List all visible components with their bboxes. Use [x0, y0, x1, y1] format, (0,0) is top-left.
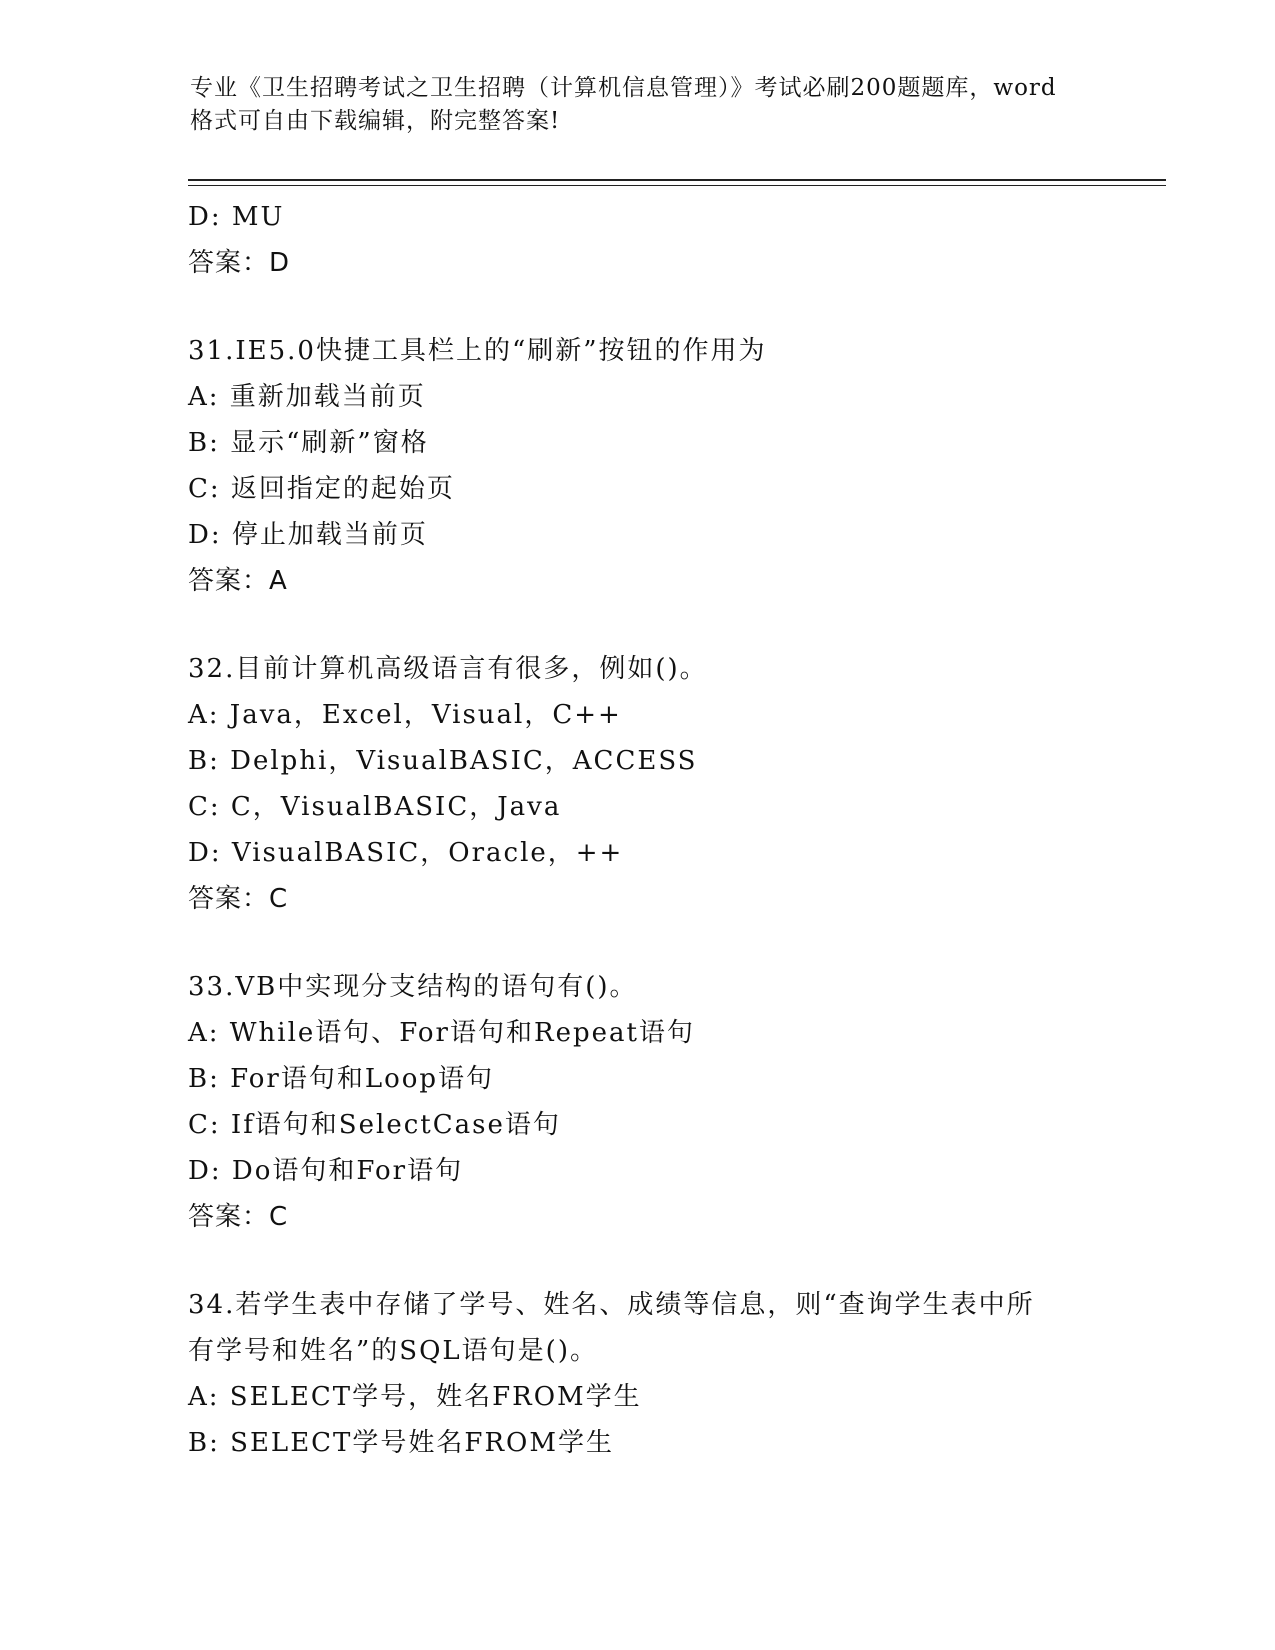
question-33: [188, 964, 1088, 1240]
question-title: 33.VB中实现分支结构的语句有()。: [188, 972, 638, 1002]
header-rule-thick: [188, 179, 1166, 181]
question-title-line-1: 34.若学生表中存储了学号、姓名、成绩等信息，则“查询学生表中所: [188, 1290, 1035, 1320]
question-34: [188, 1282, 1088, 1466]
question-32: [188, 646, 1088, 922]
answer-label: 答案：A: [188, 566, 288, 596]
option-c: C: C，VisualBASIC，Java: [188, 792, 562, 822]
answer-label: 答案：C: [188, 1202, 289, 1232]
option-c: C: If语句和SelectCase语句: [188, 1110, 561, 1140]
question-list: [188, 194, 1088, 1466]
option-a: A: SELECT学号，姓名FROM学生: [188, 1382, 642, 1412]
option-d: D: MU: [188, 202, 285, 232]
option-d: D: 停止加载当前页: [188, 520, 428, 550]
option-c: C: 返回指定的起始页: [188, 474, 455, 504]
option-d: D: VisualBASIC，Oracle，++: [188, 838, 624, 868]
question-title: 31.IE5.0快捷工具栏上的“刷新”按钮的作用为: [188, 336, 767, 366]
header-line-2: 格式可自由下载编辑，附完整答案!: [190, 108, 561, 134]
answer-label: 答案：C: [188, 884, 289, 914]
answer-label: 答案：D: [188, 248, 291, 278]
option-d: D: Do语句和For语句: [188, 1156, 464, 1186]
option-b: B: 显示“刷新”窗格: [188, 428, 429, 458]
option-b: B: For语句和Loop语句: [188, 1064, 495, 1094]
document-header: [190, 72, 1090, 138]
question-title-line-2: 有学号和姓名”的SQL语句是()。: [188, 1336, 598, 1366]
option-b: B: Delphi，VisualBASIC，ACCESS: [188, 746, 698, 776]
option-b: B: SELECT学号姓名FROM学生: [188, 1428, 614, 1458]
header-line-1: 专业《卫生招聘考试之卫生招聘（计算机信息管理）》考试必刷200题题库，word: [190, 75, 1057, 101]
header-rule-thin: [188, 185, 1166, 186]
option-a: A: Java，Excel，Visual，C++: [188, 700, 622, 730]
option-a: A: While语句、For语句和Repeat语句: [188, 1018, 695, 1048]
question-title: 32.目前计算机高级语言有很多，例如()。: [188, 654, 708, 684]
option-a: A: 重新加载当前页: [188, 382, 426, 412]
question-31: [188, 328, 1088, 604]
